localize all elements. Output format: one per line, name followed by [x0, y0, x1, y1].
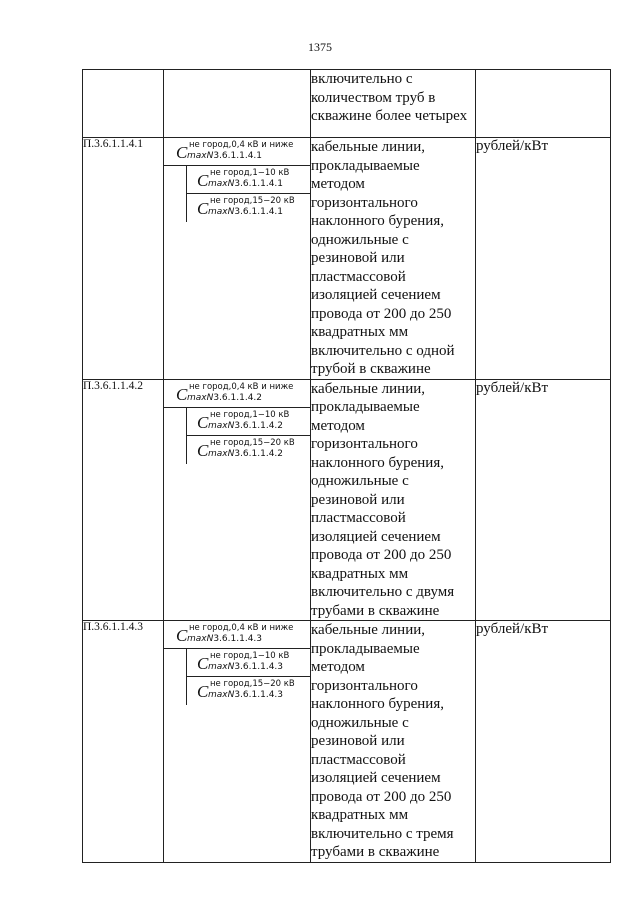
formula-box [186, 194, 310, 222]
formula-subscript: maxN3.6.1.1.4.3 [187, 634, 263, 644]
formula-superscript: не город,15−20 кВ [210, 679, 295, 689]
formula-cell [164, 138, 311, 380]
code-cell [83, 70, 164, 138]
formula-subscript: maxN3.6.1.1.4.3 [208, 690, 284, 700]
formula-letter: C [197, 199, 209, 218]
formula-cell [164, 621, 311, 863]
formula-letter: C [197, 682, 209, 701]
formula-subscript: maxN3.6.1.1.4.1 [208, 179, 284, 189]
formula-superscript: не город,1−10 кВ [210, 168, 290, 178]
description-cell: включительно с количеством труб в скважине более четырех [311, 70, 476, 138]
table-row [83, 379, 611, 621]
description-cell: кабельные линии, прокладываемые методом горизонтального наклонного бурения, одножильные с резиновой или пластмассовой изоляцией сечением провода от 200 до 250 квадратных мм включительно с тремя трубами в скважине [311, 621, 476, 863]
description-cell: кабельные линии, прокладываемые методом горизонтального наклонного бурения, одножильные с резиновой или пластмассовой изоляцией сечением провода от 200 до 250 квадратных мм включительно с одной трубой в скважине [311, 138, 476, 380]
code-cell: П.3.6.1.1.4.1 [83, 138, 164, 380]
formula-superscript: не город,15−20 кВ [210, 437, 295, 448]
code-cell: П.3.6.1.1.4.3 [83, 621, 164, 863]
unit-cell: рублей/кВт [476, 138, 611, 380]
table-row-continuation [83, 70, 611, 138]
formula-box [186, 166, 310, 194]
formula-letter: C [197, 654, 209, 673]
formula-subscript: maxN3.6.1.1.4.2 [208, 448, 284, 459]
formula-letter: C [197, 171, 209, 190]
formula-letter: C [176, 384, 188, 404]
formula-superscript: не город,15−20 кВ [210, 196, 295, 206]
formula-box [186, 436, 310, 464]
formula-subscript: maxN3.6.1.1.4.1 [208, 207, 284, 217]
formula-letter: C [176, 626, 188, 645]
unit-cell: рублей/кВт [476, 621, 611, 863]
code-cell: П.3.6.1.1.4.2 [83, 379, 164, 621]
formula-subscript: maxN3.6.1.1.4.2 [208, 420, 284, 431]
formula-subscript: maxN3.6.1.1.4.1 [187, 151, 263, 161]
formula-cell [164, 70, 311, 138]
formula-box [186, 677, 310, 705]
formula-box [164, 380, 310, 408]
tariff-table [82, 69, 611, 863]
formula-cell [164, 379, 311, 621]
unit-cell [476, 70, 611, 138]
formula-box [164, 138, 310, 166]
formula-subscript: maxN3.6.1.1.4.2 [187, 392, 263, 403]
formula-letter: C [176, 143, 188, 162]
formula-superscript: не город,0,4 кВ и ниже [189, 623, 294, 633]
formula-superscript: не город,1−10 кВ [210, 651, 290, 661]
formula-box [186, 649, 310, 677]
formula-box [186, 408, 310, 436]
table-row [83, 138, 611, 380]
formula-letter: C [197, 412, 209, 432]
description-cell: кабельные линии, прокладываемые методом горизонтального наклонного бурения, одножильные с резиновой или пластмассовой изоляцией сечением провода от 200 до 250 квадратных мм включительно с двумя трубами в скважине [311, 379, 476, 621]
formula-letter: C [197, 440, 209, 460]
table-row [83, 621, 611, 863]
formula-superscript: не город,0,4 кВ и ниже [189, 381, 294, 392]
formula-box [164, 621, 310, 649]
page-number: 1375 [308, 40, 332, 54]
unit-cell: рублей/кВт [476, 379, 611, 621]
formula-subscript: maxN3.6.1.1.4.3 [208, 662, 284, 672]
formula-superscript: не город,0,4 кВ и ниже [189, 140, 294, 150]
formula-superscript: не город,1−10 кВ [210, 409, 290, 420]
